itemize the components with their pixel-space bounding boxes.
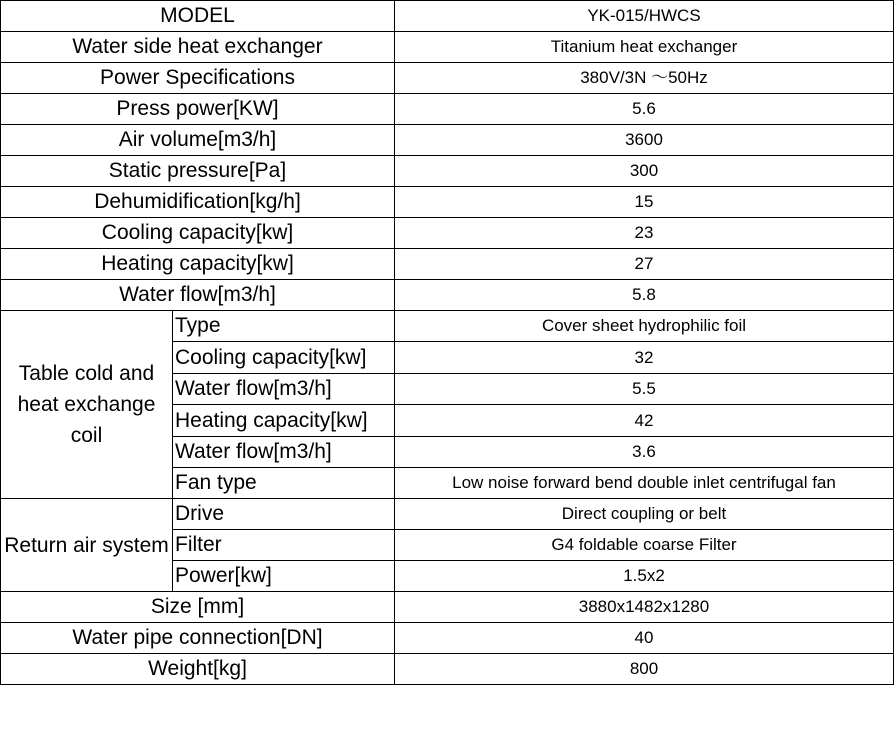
row-value: 15 xyxy=(395,187,894,218)
table-row xyxy=(1,654,894,685)
row-value: 5.6 xyxy=(395,94,894,125)
row-value: 800 xyxy=(395,654,894,685)
row-label: Weight[kg] xyxy=(1,654,395,685)
row-value: Low noise forward bend double inlet centrifugal fan xyxy=(395,468,894,499)
row-label: Filter xyxy=(173,530,395,561)
row-value: 3880x1482x1280 xyxy=(395,592,894,623)
table-row xyxy=(1,156,894,187)
row-value: 300 xyxy=(395,156,894,187)
row-value: Direct coupling or belt xyxy=(395,499,894,530)
row-value: 5.5 xyxy=(395,374,894,405)
row-label: Cooling capacity[kw] xyxy=(173,342,395,374)
row-label: Power[kw] xyxy=(173,561,395,592)
row-value: 40 xyxy=(395,623,894,654)
table-row xyxy=(1,63,894,94)
table-row xyxy=(1,94,894,125)
row-label: Size [mm] xyxy=(1,592,395,623)
row-value: Cover sheet hydrophilic foil xyxy=(395,311,894,342)
table-row xyxy=(1,1,894,32)
row-value: 5.8 xyxy=(395,280,894,311)
row-label: Water flow[m3/h] xyxy=(1,280,395,311)
row-label: Power Specifications xyxy=(1,63,395,94)
table-row xyxy=(1,623,894,654)
row-value: 27 xyxy=(395,249,894,280)
row-label: Water side heat exchanger xyxy=(1,32,395,63)
table-row xyxy=(1,32,894,63)
row-label: Fan type xyxy=(173,468,395,499)
row-label: Press power[KW] xyxy=(1,94,395,125)
row-label: Heating capacity[kw] xyxy=(173,405,395,437)
table-row xyxy=(1,311,894,342)
row-label: Air volume[m3/h] xyxy=(1,125,395,156)
row-value: G4 foldable coarse Filter xyxy=(395,530,894,561)
table-row xyxy=(1,218,894,249)
row-value: Titanium heat exchanger xyxy=(395,32,894,63)
row-value: 42 xyxy=(395,405,894,437)
table-row xyxy=(1,125,894,156)
row-label: Water flow[m3/h] xyxy=(173,437,395,468)
row-label: Static pressure[Pa] xyxy=(1,156,395,187)
row-value: 1.5x2 xyxy=(395,561,894,592)
row-label: Cooling capacity[kw] xyxy=(1,218,395,249)
row-label: Type xyxy=(173,311,395,342)
table-row xyxy=(1,187,894,218)
row-label: Water flow[m3/h] xyxy=(173,374,395,405)
table-row xyxy=(1,499,894,530)
return-air-group-label: Return air system xyxy=(1,499,173,592)
table-row xyxy=(1,249,894,280)
table-row xyxy=(1,280,894,311)
table-row xyxy=(1,592,894,623)
row-label: Water pipe connection[DN] xyxy=(1,623,395,654)
row-value: 3.6 xyxy=(395,437,894,468)
row-value: YK-015/HWCS xyxy=(395,1,894,32)
row-label: Drive xyxy=(173,499,395,530)
row-value: 23 xyxy=(395,218,894,249)
row-label: MODEL xyxy=(1,1,395,32)
row-value: 3600 xyxy=(395,125,894,156)
row-label: Heating capacity[kw] xyxy=(1,249,395,280)
row-value: 380V/3N ～50Hz xyxy=(395,63,894,94)
row-value: 32 xyxy=(395,342,894,374)
coil-group-label: Table cold and heat exchange coil xyxy=(1,311,173,499)
row-label: Dehumidification[kg/h] xyxy=(1,187,395,218)
